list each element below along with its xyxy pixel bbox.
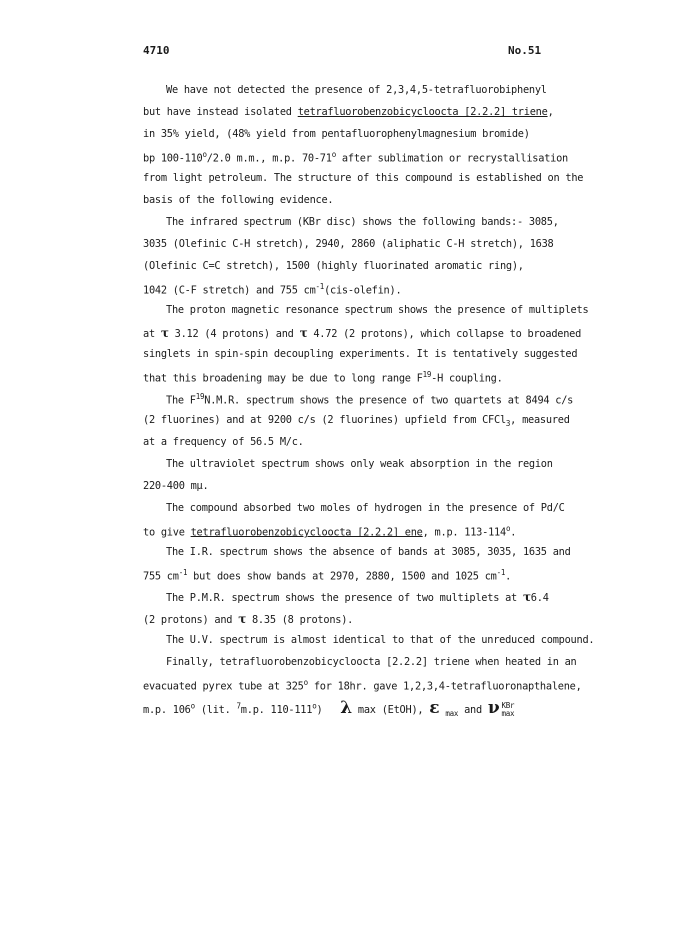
- p1-line4: [143, 150, 568, 164]
- p3-line4-a: that this broadening may be due to long range F: [143, 372, 423, 385]
- tau-symbol: τ: [522, 590, 531, 604]
- p4-line1-a: The F: [166, 394, 196, 407]
- nu-scripts: [501, 702, 514, 718]
- p6-line2: [143, 524, 516, 538]
- p1-line2: [143, 106, 554, 118]
- p7-line2-c: .: [505, 570, 512, 583]
- p5-line2: 220-400 mμ.: [143, 480, 209, 492]
- p5-line1: The ultraviolet spectrum shows only weak absorption in the region: [166, 458, 553, 470]
- compound-name-ene: tetrafluorobenzobicycloocta [2.2.2] ene: [190, 526, 423, 539]
- page-number: 4710: [143, 44, 170, 57]
- p3-line1: The proton magnetic resonance spectrum shows the presence of multiplets: [166, 304, 589, 316]
- subscript: 3: [505, 419, 511, 429]
- p4-line3: at a frequency of 56.5 M/c.: [143, 436, 304, 448]
- compound-name-triene: tetrafluorobenzobicycloocta [2.2.2] triene: [297, 106, 548, 118]
- p2-line3: (Olefinic C=C stretch), 1500 (highly fluorinated aromatic ring),: [143, 260, 524, 272]
- p4-line1-b: N.M.R. spectrum shows the presence of two quartets at 8494 c/s: [204, 394, 574, 407]
- degree-mark: o: [312, 701, 317, 711]
- p1-line6: basis of the following evidence.: [143, 194, 334, 206]
- p10-line3-e: max (EtOH),: [351, 704, 430, 716]
- p1-line4-b: /2.0 m.m., m.p. 70-71: [206, 152, 332, 165]
- p10-line2: [143, 678, 582, 692]
- p8-line1-a: The P.M.R. spectrum shows the presence of two multiplets at: [166, 592, 523, 604]
- p6-line2-a: to give: [143, 526, 191, 539]
- p1-line4-a: bp 100-110: [143, 152, 203, 165]
- p10-line3-a: m.p. 106: [143, 704, 191, 716]
- p3-line4-b: -H coupling.: [431, 372, 503, 385]
- p1-line5: from light petroleum. The structure of this compound is established on the: [143, 172, 584, 184]
- p8-line2: [143, 612, 353, 626]
- reference-mark: 7: [236, 701, 241, 711]
- degree-mark: o: [190, 701, 195, 711]
- p2-line4-a: 1042 (C-F stretch) and 755 cm: [143, 284, 316, 297]
- p7-line2: [143, 568, 511, 582]
- p3-line2: [143, 326, 581, 340]
- p10-line2-a: evacuated pyrex tube at 325: [143, 680, 304, 693]
- nu-superscript: KBr: [501, 701, 515, 710]
- p10-line1: Finally, tetrafluorobenzobicycloocta [2.2.2] triene when heated in an: [166, 656, 577, 668]
- p1-line2-text: but have instead isolated: [143, 106, 298, 118]
- p1-line4-c: after sublimation or recrystallisation: [335, 152, 568, 165]
- p1-line2-end: ,: [547, 106, 554, 118]
- p2-line1: The infrared spectrum (KBr disc) shows the following bands:- 3085,: [166, 216, 559, 228]
- p8-line2-b: 8.35 (8 protons).: [246, 614, 354, 626]
- p3-line3: singlets in spin-spin decoupling experiments. It is tentatively suggested: [143, 348, 578, 360]
- superscript: -1: [315, 282, 325, 291]
- p9-line1: The U.V. spectrum is almost identical to that of the unreduced compound.: [166, 634, 595, 646]
- tau-symbol: τ: [299, 326, 308, 340]
- tau-symbol: τ: [160, 326, 169, 340]
- p2-line2: 3035 (Olefinic C-H stretch), 2940, 2860 (aliphatic C-H stretch), 1638: [143, 238, 554, 250]
- p4-line2: [143, 414, 570, 428]
- superscript: 19: [422, 370, 432, 379]
- p3-line4: [143, 370, 503, 384]
- p10-line3-g: and: [458, 704, 488, 716]
- degree-mark: o: [202, 150, 207, 159]
- degree-mark: o: [505, 524, 511, 533]
- p10-line3-b: (lit.: [194, 704, 237, 716]
- lambda-symbol: λ: [340, 698, 352, 718]
- p1-line3: in 35% yield, (48% yield from pentafluorophenylmagnesium bromide): [143, 128, 530, 140]
- issue-number: No.51: [508, 44, 542, 57]
- p3-line2-c: 4.72 (2 protons), which collapse to broadened: [307, 328, 582, 340]
- p10-line2-b: for 18hr. gave 1,2,3,4-tetrafluoronapthalene,: [307, 680, 582, 693]
- epsilon-symbol: ε: [429, 698, 440, 718]
- p4-line2-a: (2 fluorines) and at 9200 c/s (2 fluorines) upfield from CFCl: [143, 414, 506, 426]
- degree-mark: o: [303, 678, 308, 687]
- nu-subscript: max: [501, 709, 515, 718]
- p3-line2-b: 3.12 (4 protons) and: [168, 328, 300, 340]
- p2-line4-b: (cis-olefin).: [324, 284, 402, 297]
- p4-line2-b: , measured: [510, 414, 570, 426]
- p10-line3-d: ): [316, 704, 323, 716]
- p8-line1-b: 6.4: [530, 592, 549, 604]
- p6-line1: The compound absorbed two moles of hydrogen in the presence of Pd/C: [166, 502, 565, 514]
- p4-line1: [166, 392, 573, 406]
- p7-line2-a: 755 cm: [143, 570, 179, 583]
- nu-symbol: ν: [487, 698, 500, 718]
- superscript: 19: [195, 392, 205, 401]
- p2-line4: [143, 282, 401, 296]
- p8-line1: [166, 590, 549, 604]
- p3-line2-a: at: [143, 328, 161, 340]
- subscript-max: max: [445, 709, 459, 719]
- p10-line3-c: m.p. 110-111: [240, 704, 313, 716]
- degree-mark: o: [331, 150, 336, 159]
- p6-line2-c: .: [510, 526, 517, 539]
- p8-line2-a: (2 protons) and: [143, 614, 239, 626]
- p1-line1: We have not detected the presence of 2,3,4,5-tetrafluorobiphenyl: [166, 84, 547, 96]
- superscript: -1: [496, 568, 506, 577]
- tau-symbol: τ: [238, 612, 247, 626]
- superscript: -1: [178, 568, 188, 577]
- p7-line1: The I.R. spectrum shows the absence of bands at 3085, 3035, 1635 and: [166, 546, 571, 558]
- p7-line2-b: but does show bands at 2970, 2880, 1500 and 1025 cm: [187, 570, 497, 583]
- p10-line3: [143, 698, 514, 718]
- p6-line2-b: , m.p. 113-114: [422, 526, 506, 539]
